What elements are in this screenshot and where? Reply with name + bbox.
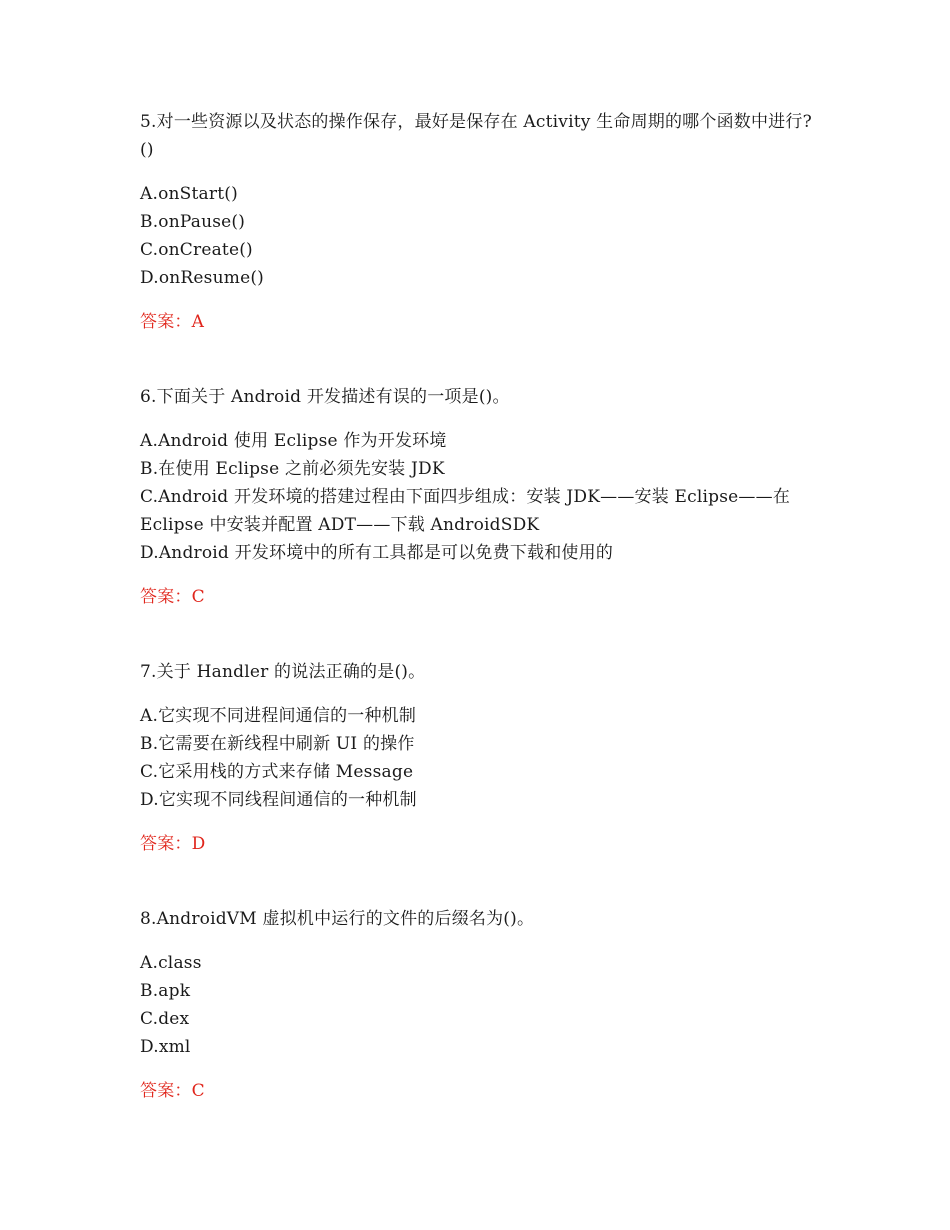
option-list: [140, 180, 820, 292]
option-c: C.它采用栈的方式来存储 Message: [140, 762, 414, 782]
option-b: B.在使用 Eclipse 之前必须先安装 JDK: [140, 459, 445, 479]
option-d: D.onResume(): [140, 268, 264, 288]
option-d: D.xml: [140, 1037, 191, 1057]
question-text: 6.下面关于 Android 开发描述有误的一项是()。: [140, 387, 510, 407]
option-list: [140, 949, 820, 1061]
option-list: [140, 427, 820, 567]
option-b: B.onPause(): [140, 212, 246, 232]
question-text: 5.对一些资源以及状态的操作保存，最好是保存在 Activity 生命周期的哪个函数中进行?(): [140, 112, 812, 160]
option-list: [140, 702, 820, 814]
answer-label: 答案：C: [140, 587, 205, 607]
question-7: [140, 658, 820, 858]
option-c: C.onCreate(): [140, 240, 253, 260]
question-text: 7.关于 Handler 的说法正确的是()。: [140, 662, 426, 682]
document-page: [140, 108, 820, 1105]
option-b: B.apk: [140, 981, 191, 1001]
answer-label: 答案：C: [140, 1081, 205, 1101]
option-a: A.onStart(): [140, 184, 238, 204]
question-8: [140, 905, 820, 1105]
question-6: [140, 383, 820, 611]
option-c: C.dex: [140, 1009, 190, 1029]
question-5: [140, 108, 820, 336]
option-a: A.class: [140, 953, 202, 973]
option-d: D.Android 开发环境中的所有工具都是可以免费下载和使用的: [140, 543, 614, 563]
option-a: A.Android 使用 Eclipse 作为开发环境: [140, 431, 447, 451]
option-a: A.它实现不同进程间通信的一种机制: [140, 706, 417, 726]
answer-label: 答案：D: [140, 834, 206, 854]
question-text: 8.AndroidVM 虚拟机中运行的文件的后缀名为()。: [140, 909, 535, 929]
option-c: C.Android 开发环境的搭建过程由下面四步组成：安装 JDK——安装 Eclipse——在 Eclipse 中安装并配置 ADT——下载 AndroidSDK: [140, 487, 791, 535]
answer-label: 答案：A: [140, 312, 205, 332]
option-d: D.它实现不同线程间通信的一种机制: [140, 790, 417, 810]
option-b: B.它需要在新线程中刷新 UI 的操作: [140, 734, 415, 754]
